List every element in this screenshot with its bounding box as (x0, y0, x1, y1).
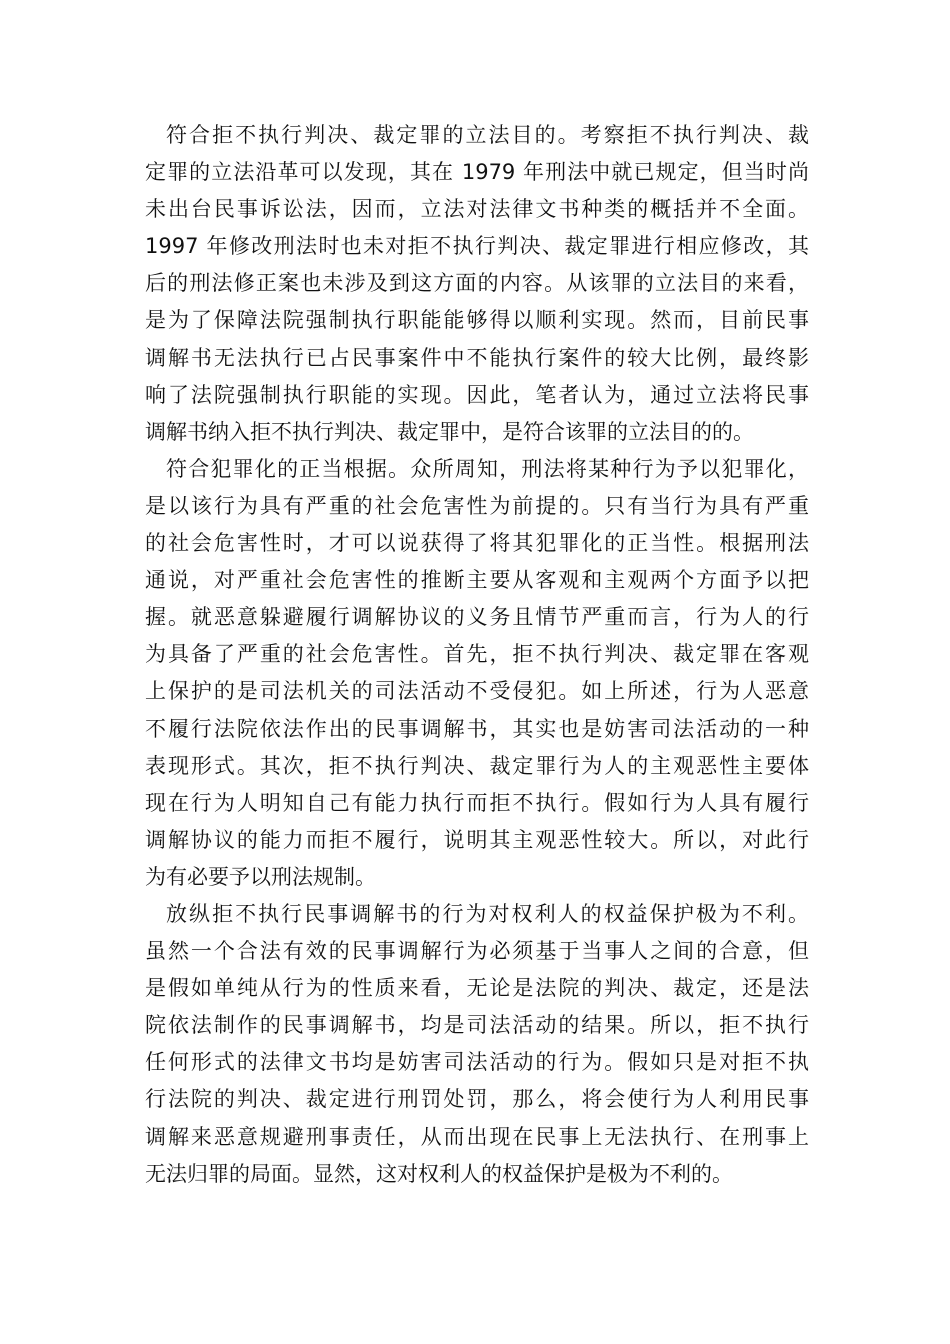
paragraph-line: 符合拒不执行判决、裁定罪的立法目的。考察拒不执行判决、裁 (166, 123, 809, 147)
paragraph-line: 响了法院强制执行职能的实现。因此，笔者认为，通过立法将民事 (145, 382, 809, 407)
paragraph-line: 无法归罪的局面。显然，这对权利人的权益保护是极为不利的。 (145, 1161, 733, 1186)
paragraph-line: 后的刑法修正案也未涉及到这方面的内容。从该罪的立法目的来看， (145, 271, 809, 296)
paragraph-line: 不履行法院依法作出的民事调解书，其实也是妨害司法活动的一种 (145, 716, 809, 741)
paragraph-line: 调解书纳入拒不执行判决、裁定罪中，是符合该罪的立法目的的。 (145, 419, 754, 444)
paragraph-line: 的社会危害性时，才可以说获得了将其犯罪化的正当性。根据刑法 (145, 531, 809, 556)
paragraph-line: 表现形式。其次，拒不执行判决、裁定罪行为人的主观恶性主要体 (145, 753, 809, 778)
paragraph-line: 调解协议的能力而拒不履行，说明其主观恶性较大。所以，对此行 (145, 827, 809, 852)
paragraph-line: 任何形式的法律文书均是妨害司法活动的行为。假如只是对拒不执 (145, 1050, 809, 1075)
paragraph-line: 1997 年修改刑法时也未对拒不执行判决、裁定罪进行相应修改，其 (145, 234, 809, 259)
paragraph-line: 是以该行为具有严重的社会危害性为前提的。只有当行为具有严重 (145, 493, 809, 518)
paragraph-line: 调解来恶意规避刑事责任，从而出现在民事上无法执行、在刑事上 (145, 1124, 809, 1149)
paragraph-line: 握。就恶意躲避履行调解协议的义务且情节严重而言，行为人的行 (145, 605, 809, 630)
document-body (145, 117, 809, 1193)
paragraph-line: 调解书无法执行已占民事案件中不能执行案件的较大比例，最终影 (145, 345, 809, 370)
paragraph-line: 未出台民事诉讼法，因而，立法对法律文书种类的概括并不全面。 (145, 197, 809, 222)
paragraph-rights-protection (145, 896, 809, 1193)
paragraph-line: 为有必要予以刑法规制。 (145, 864, 376, 889)
paragraph-line: 是为了保障法院强制执行职能能够得以顺利实现。然而，目前民事 (145, 308, 809, 333)
paragraph-line: 行法院的判决、裁定进行刑罚处罚，那么，将会使行为人利用民事 (145, 1087, 809, 1112)
paragraph-line: 定罪的立法沿革可以发现，其在 1979 年刑法中就已规定，但当时尚 (145, 160, 809, 185)
paragraph-line: 符合犯罪化的正当根据。众所周知，刑法将某种行为予以犯罪化， (166, 456, 809, 481)
paragraph-legislative-purpose (145, 117, 809, 451)
paragraph-line: 院依法制作的民事调解书，均是司法活动的结果。所以，拒不执行 (145, 1013, 809, 1038)
paragraph-line: 通说，对严重社会危害性的推断主要从客观和主观两个方面予以把 (145, 568, 809, 593)
paragraph-line: 是假如单纯从行为的性质来看，无论是法院的判决、裁定，还是法 (145, 976, 809, 1001)
paragraph-line: 上保护的是司法机关的司法活动不受侵犯。如上所述，行为人恶意 (145, 679, 809, 704)
paragraph-criminalization-basis (145, 451, 809, 896)
paragraph-line: 虽然一个合法有效的民事调解行为必须基于当事人之间的合意，但 (145, 939, 809, 964)
paragraph-line: 放纵拒不执行民事调解书的行为对权利人的权益保护极为不利。 (166, 901, 809, 926)
paragraph-line: 为具备了严重的社会危害性。首先，拒不执行判决、裁定罪在客观 (145, 642, 809, 667)
paragraph-line: 现在行为人明知自己有能力执行而拒不执行。假如行为人具有履行 (145, 790, 809, 815)
